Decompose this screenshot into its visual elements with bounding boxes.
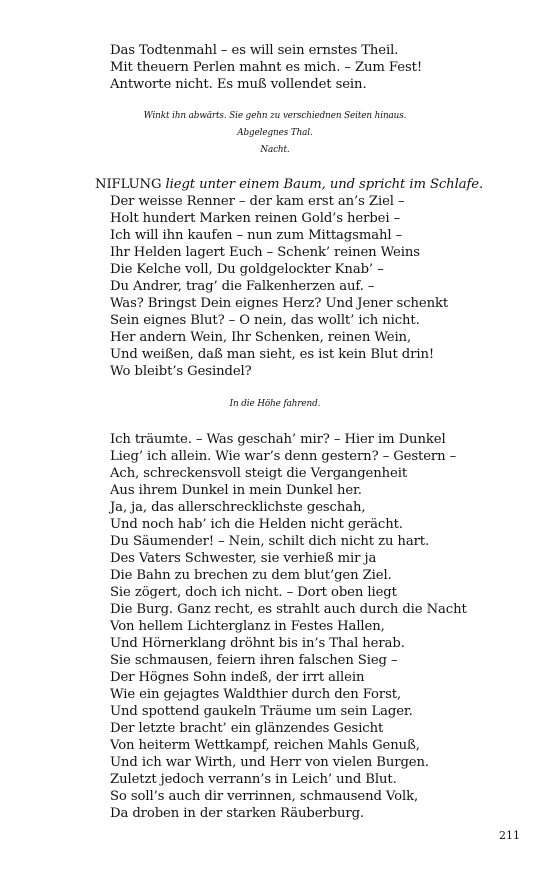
verse-line: Holt hundert Marken reinen Gold’s herbei – bbox=[110, 211, 401, 226]
stage-direction: Winkt ihn abwärts. Sie gehn zu verschiednen Seiten hinaus. bbox=[143, 111, 407, 121]
verse-line: Aus ihrem Dunkel in mein Dunkel her. bbox=[110, 483, 362, 498]
scene-time: Nacht. bbox=[260, 145, 290, 155]
speaker-line bbox=[95, 176, 483, 193]
verse-line: Ihr Helden lagert Euch – Schenk’ reinen Weins bbox=[110, 245, 420, 260]
verse-line: Der weisse Renner – der kam erst an’s Ziel – bbox=[110, 194, 405, 209]
verse-line: Und ich war Wirth, und Herr von vielen Burgen. bbox=[110, 755, 429, 770]
verse-line: Mit theuern Perlen mahnt es mich. – Zum Fest! bbox=[110, 60, 423, 75]
verse-line: Das Todtenmahl – es will sein ernstes Theil. bbox=[110, 43, 399, 58]
verse-line: Des Vaters Schwester, sie verhieß mir ja bbox=[110, 551, 377, 566]
verse-line: Die Kelche voll, Du goldgelockter Knab’ – bbox=[110, 262, 384, 277]
verse-line: Lieg’ ich allein. Wie war’s denn gestern? – Gestern – bbox=[110, 449, 457, 464]
verse-line: Der Högnes Sohn indeß, der irrt allein bbox=[110, 670, 365, 685]
verse-line: Du Andrer, trag’ die Falkenherzen auf. – bbox=[110, 279, 375, 294]
verse-line: Sein eignes Blut? – O nein, das wollt’ ich nicht. bbox=[110, 313, 420, 328]
verse-line: Antworte nicht. Es muß vollendet sein. bbox=[110, 77, 367, 92]
verse-line: Was? Bringst Dein eignes Herz? Und Jener schenkt bbox=[110, 296, 449, 311]
verse-line: Von heiterm Wettkampf, reichen Mahls Genuß, bbox=[110, 738, 420, 753]
verse-line: Her andern Wein, Ihr Schenken, reinen Wein, bbox=[110, 330, 412, 345]
page-number: 211 bbox=[499, 829, 520, 842]
verse-line: Sie zögert, doch ich nicht. – Dort oben liegt bbox=[110, 585, 397, 600]
verse-line: Wo bleibt’s Gesindel? bbox=[110, 364, 252, 379]
verse-line: Ja, ja, das allerschrecklichste geschah, bbox=[110, 500, 366, 515]
verse-line: Und weißen, daß man sieht, es ist kein Blut drin! bbox=[110, 347, 435, 362]
verse-line: So soll’s auch dir verrinnen, schmausend Volk, bbox=[110, 789, 419, 804]
verse-line: Zuletzt jedoch verrann’s in Leich’ und Blut. bbox=[110, 772, 397, 787]
verse-line: Und noch hab’ ich die Helden nicht gerächt. bbox=[110, 517, 403, 532]
verse-line: Ich träumte. – Was geschah’ mir? – Hier im Dunkel bbox=[110, 432, 446, 447]
verse-line: Sie schmausen, feiern ihren falschen Sieg – bbox=[110, 653, 398, 668]
verse-line: Der letzte bracht’ ein glänzendes Gesicht bbox=[110, 721, 384, 736]
verse-line: Und spottend gaukeln Träume um sein Lager. bbox=[110, 704, 413, 719]
speaker-direction: liegt unter einem Baum, und spricht im Schlafe. bbox=[161, 177, 484, 192]
speaker-name: NIFLUNG bbox=[95, 177, 162, 192]
verse-line: Die Burg. Ganz recht, es strahlt auch durch die Nacht bbox=[110, 602, 467, 617]
verse-line: Wie ein gejagtes Waldthier durch den Forst, bbox=[110, 687, 402, 702]
verse-line: Da droben in der starken Räuberburg. bbox=[110, 806, 365, 821]
verse-line: Du Säumender! – Nein, schilt dich nicht zu hart. bbox=[110, 534, 430, 549]
verse-line: Ach, schreckensvoll steigt die Vergangenheit bbox=[110, 466, 408, 481]
verse-line: Ich will ihn kaufen – nun zum Mittagsmahl – bbox=[110, 228, 403, 243]
verse-line: Die Bahn zu brechen zu dem blut’gen Ziel. bbox=[110, 568, 392, 583]
stage-direction: In die Höhe fahrend. bbox=[229, 399, 321, 409]
verse-line: Von hellem Lichterglanz in Festes Hallen, bbox=[110, 619, 385, 634]
verse-line: Und Hörnerklang dröhnt bis in’s Thal herab. bbox=[110, 636, 405, 651]
scene-heading: Abgelegnes Thal. bbox=[237, 128, 313, 138]
